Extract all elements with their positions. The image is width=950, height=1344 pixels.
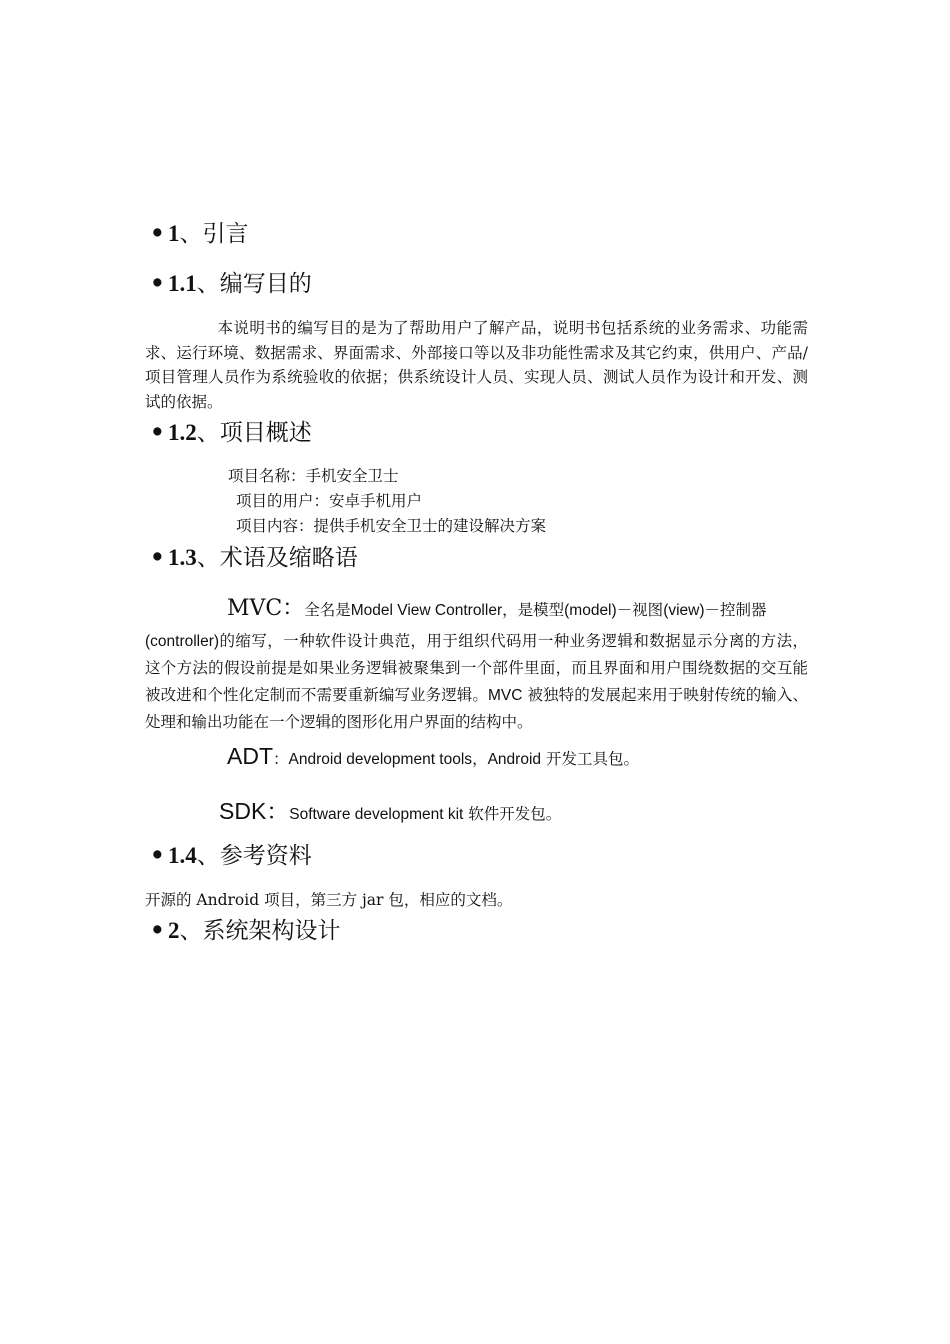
heading-architecture xyxy=(150,916,341,946)
term-adt-label: ADT xyxy=(227,743,273,769)
term-mvc-text: ，是模型 xyxy=(502,601,565,619)
term-mvc-label: MVC： xyxy=(227,596,305,621)
heading-number: 2 xyxy=(168,918,180,943)
purpose-text: 本说明书的编写目的是为了帮助用户了解产品，说明书包括系统的业务需求、功能需求、运行环境、数据需求、界面需求、外部接口等以及非功能性需求及其它约束，供用户、产品/项目管理人员作为系统验收的依据；供系统设计人员、实现人员、测试人员作为设计和开发、测试的依据。 xyxy=(145,319,808,411)
heading-title: 引言 xyxy=(202,221,249,247)
term-adt-text: Android development tools xyxy=(288,751,473,768)
term-sdk-text: Software development kit xyxy=(289,806,464,823)
term-mvc-paragraph xyxy=(145,595,808,736)
heading-separator: 、 xyxy=(179,221,203,247)
overview-project-content: 项目内容：提供手机安全卫士的建设解决方案 xyxy=(236,517,547,535)
heading-separator: 、 xyxy=(179,918,203,944)
heading-introduction xyxy=(150,219,249,249)
heading-number: 1.4 xyxy=(168,843,197,868)
term-adt-text: ： xyxy=(273,750,289,768)
overview-project-users: 项目的用户：安卓手机用户 xyxy=(236,492,423,510)
term-adt-text: 开发工具包。 xyxy=(541,750,639,768)
heading-title: 系统架构设计 xyxy=(202,918,341,944)
heading-title: 参考资料 xyxy=(219,843,312,869)
heading-separator: 、 xyxy=(196,843,220,869)
purpose-paragraph xyxy=(145,316,808,414)
bullet-icon: • xyxy=(150,220,165,247)
term-mvc-text: (model) xyxy=(564,602,617,619)
term-mvc-text: 的缩写，一种软件设计典范，用于组织代码用一种业务逻辑和数据显示分离的方法，这个方法的假设前提是如果业务逻辑被聚集到一个部件里面，而且界面和用户围绕数据的交互能被改进和个性化定制而不需要重新编写业务逻辑。 xyxy=(145,632,808,704)
bullet-icon: • xyxy=(150,544,165,571)
term-adt-text: Android xyxy=(487,751,542,768)
term-adt-text: ， xyxy=(472,750,488,768)
heading-title: 术语及缩略语 xyxy=(219,545,358,571)
heading-number: 1.2 xyxy=(168,420,197,445)
heading-separator: 、 xyxy=(196,420,220,446)
term-mvc-text: (view) xyxy=(663,602,705,619)
bullet-icon: • xyxy=(150,917,165,944)
heading-title: 项目概述 xyxy=(219,420,312,446)
heading-overview xyxy=(150,418,312,448)
heading-separator: 、 xyxy=(196,545,220,571)
references-paragraph: 开源的 Android 项目，第三方 jar 包，相应的文档。 xyxy=(145,891,513,909)
term-mvc-text: Model View Controller xyxy=(350,602,503,619)
bullet-icon: • xyxy=(150,842,165,869)
bullet-icon: • xyxy=(150,419,165,446)
term-mvc-text: 全名是 xyxy=(304,601,351,619)
heading-purpose xyxy=(150,269,312,299)
term-mvc-text: MVC xyxy=(487,687,523,704)
term-mvc-text: －控制器 xyxy=(704,601,767,619)
overview-project-name: 项目名称：手机安全卫士 xyxy=(228,467,399,485)
heading-references xyxy=(150,841,312,871)
term-adt-line xyxy=(227,743,639,770)
term-sdk-text: 软件开发包。 xyxy=(463,805,562,823)
term-mvc-text: (controller) xyxy=(145,633,220,650)
heading-terms xyxy=(150,543,358,573)
heading-title: 编写目的 xyxy=(219,271,312,297)
heading-number: 1.1 xyxy=(168,271,197,296)
term-sdk-line xyxy=(219,793,561,826)
bullet-icon: • xyxy=(150,270,165,297)
term-mvc-text: －视图 xyxy=(616,601,664,619)
heading-separator: 、 xyxy=(196,271,220,297)
term-sdk-label: SDK： xyxy=(219,798,290,824)
heading-number: 1 xyxy=(168,221,180,246)
heading-number: 1.3 xyxy=(168,545,197,570)
term-mvc-text: 被独特的发展起来用于映射传统的输入、处理和输出功能在一个逻辑的图形化用户界面的结构中。 xyxy=(145,686,808,731)
